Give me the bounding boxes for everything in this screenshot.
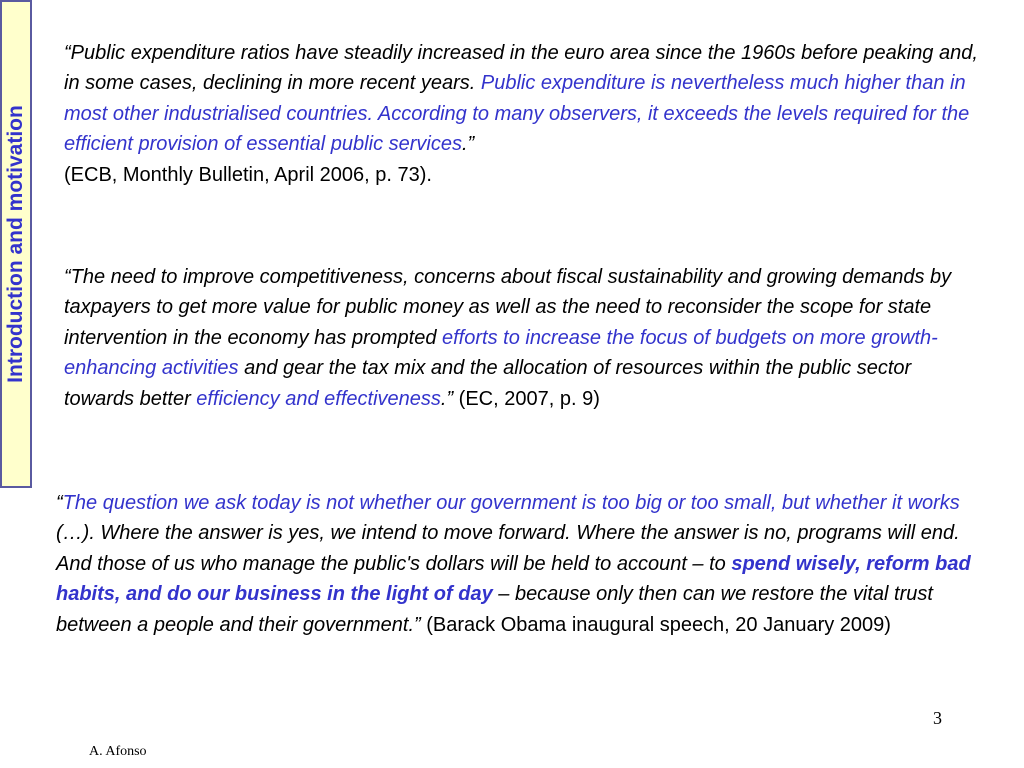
quote-ec-highlight-efficiency: efficiency and effectiveness [196, 387, 441, 410]
quote-obama-open: “ [56, 492, 63, 514]
quote-obama [56, 488, 974, 640]
quote-ec-highlight-growth: efforts to increase the focus of budgets on more growth-enhancing activities [64, 326, 938, 380]
quote-ec-text: “The need to improve competitiveness, concerns about fiscal sustainability and growing demands by taxpayers to get more value for public money as well as the need to reconsider the scope for state intervention in the economy has prompted [64, 266, 952, 349]
quote-obama-highlight-spend: spend wisely, reform bad habits, and do our business in the light of day [56, 552, 971, 606]
quote-ecb [64, 38, 994, 190]
quote-obama-citation: (Barack Obama inaugural speech, 20 January 2009) [420, 613, 891, 636]
quote-ecb-close: .” [461, 133, 475, 156]
quote-obama-text-cont: – because only then can we restore the vital trust between a people and their government.” [56, 583, 933, 636]
quote-obama-text: (…). Where the answer is yes, we intend to move forward. Where the answer is no, programs will end. And those of us who manage the public's dollars will be held to account – to [56, 522, 960, 575]
quote-ec [64, 262, 974, 414]
quote-ecb-citation: (ECB, Monthly Bulletin, April 2006, p. 73). [64, 163, 432, 186]
quote-ecb-highlight: Public expenditure is nevertheless much higher than in most other industrialised countries. According to many observers, it exceeds the levels required for the efficient provision of essential public services [64, 72, 970, 156]
page-number: 3 [933, 708, 942, 728]
section-title: Introduction and motivation [4, 105, 27, 383]
section-sidebar [0, 0, 32, 488]
quote-obama-highlight-question: The question we ask today is not whether our government is too big or too small, but whether it works [62, 492, 960, 514]
author-footer: A. Afonso [89, 744, 147, 759]
quote-ec-citation: (EC, 2007, p. 9) [453, 387, 600, 410]
quote-ecb-text: “Public expenditure ratios have steadily increased in the euro area since the 1960s before peaking and, in some cases, declining in more recent years. [64, 42, 978, 95]
quote-ec-text-cont: and gear the tax mix and the allocation of resources within the public sector towards better [64, 357, 912, 410]
quote-ec-close: .” [440, 387, 454, 410]
